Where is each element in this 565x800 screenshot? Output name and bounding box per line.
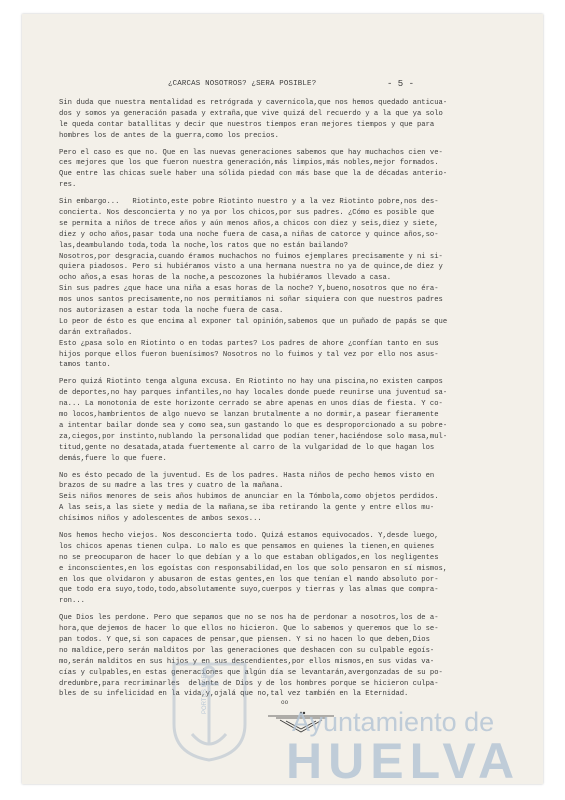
text-line: cías y culpables,en estas generaciones que algún día se levantarán,avergonzadas de su po- <box>59 668 443 677</box>
text-line: demás,fuere lo que fuere. <box>59 454 167 463</box>
text-line: Nosotros,por desgracia,cuando éramos muchachos no fuimos ejemplares precisamente y ni si- <box>59 252 443 261</box>
text-line: pan todos. Y que,si son capaces de pensar,que piensen. Y si no hacen lo que deben,Dios <box>59 635 430 644</box>
text-line: tamos tanto. <box>59 361 111 370</box>
text-line: hora,que dejemos de hacer lo que ellos no hicieron. Que lo sabemos y queremos que lo se- <box>59 625 439 634</box>
paragraph <box>59 98 511 142</box>
text-line: se permita a niños de trece años y aún menos años,a chicos con diez y seis,diez y siete, <box>59 219 439 228</box>
text-line: mos unos santos precisamente,no nos permitíamos ni soñar siquiera con que nuestros padres <box>59 296 443 305</box>
text-line: de deportes,no hay parques infantiles,no hay locales donde puede reunirse una juventud sa- <box>59 389 448 398</box>
text-line: chísimos niños y adolescentes de ambos sexos... <box>59 515 262 524</box>
text-line: Pero el caso es que no. Que en las nuevas generaciones sabemos que hay muchachos cien ve- <box>59 148 443 157</box>
paragraph <box>59 148 511 192</box>
text-line: en los que olvidaron y abusaron de estas gentes,en los que tenían el mando absoluto por- <box>59 575 439 584</box>
text-line: no maldice,pero serán malditos por las generaciones que deshacen con su culpable egoís- <box>59 646 435 655</box>
text-line: Esto ¿pasa solo en Riotinto o en todas partes? Los padres de ahore ¿confían tanto en sus <box>59 339 439 348</box>
paragraph <box>59 377 511 464</box>
text-line: no se preocuparon de hacer lo que debían y a lo que estaban obligados,en los negligentes <box>59 553 439 562</box>
text-line: res. <box>59 181 77 190</box>
text-line: concierta. Nos desconcierta y no ya por los chicos,por sus padres. ¿Cómo es posible que <box>59 209 435 218</box>
text-line: los chicos apenas tienen culpa. Lo malo es que pensamos en quienes la tienen,en quienes <box>59 542 435 551</box>
paragraph <box>59 613 511 700</box>
watermark-huelva: HUELVA <box>286 733 521 784</box>
anchor-shield-watermark-icon <box>162 654 257 764</box>
text-line: ocho años,a esas horas de la noche,a pescozones la hubiéramos llevado a casa. <box>59 274 392 283</box>
page-number: - 5 - <box>387 79 415 89</box>
text-line: a intentar bailar donde sea y como sea,sun gastando lo que es desproporcionado a su pobre- <box>59 421 448 430</box>
text-line: ron... <box>59 597 85 606</box>
text-line: mo,serán malditos en sus hijos y en sus descendientes,por ellos mismos,en sus vidas va- <box>59 657 435 666</box>
paragraph <box>59 197 511 371</box>
text-line: na... La monotonía de este horizonte cerrado se abre apenas en unos días de fiesta. Y co- <box>59 400 443 409</box>
paragraph <box>59 531 511 607</box>
document-title: ¿CARCAS NOSOTROS? ¿SERA POSIBLE? <box>168 80 317 88</box>
text-line: hijos porque ellos fueron buenísimos? Nosotros no lo fuimos y tal vez por ello nos asus- <box>59 350 439 359</box>
document-page <box>22 14 543 784</box>
text-line: que todo era suyo,todo,todo,absolutamente suyo,cuerpos y tierras y las almas que compra- <box>59 586 439 595</box>
text-line: Que Dios les perdone. Pero que sepamos que no se nos ha de perdonar a nosotros,los de a- <box>59 614 439 623</box>
text-line: las,deambulando toda,toda la noche,los ratos que no están bailando? <box>59 241 348 250</box>
text-line: Que entre las chicas suele haber una sólida piedad con más base que la de décadas anterio- <box>59 170 448 179</box>
text-line: ces mejores que los que fueron nuestra generación,más limpios,más nobles,mejor formados. <box>59 159 439 168</box>
text-line: mo locos,hambrientos de algo nuevo se lanzan brutalmente a no dormir,a pasear fieramente <box>59 411 439 420</box>
text-line: nos autorizasen a estar toda la noche fuera de casa. <box>59 307 284 316</box>
watermark-side-text: PORTUS MARIS <box>202 668 208 714</box>
text-line: brazos de su madre a las tres y cuatro de la mañana. <box>59 482 284 491</box>
watermark-ayuntamiento: Ayuntamiento de <box>292 707 495 737</box>
text-line: Sin embargo... Riotinto,este pobre Riotinto nuestro y a la vez Riotinto pobre,nos des- <box>59 198 439 207</box>
text-line: Nos hemos hecho viejos. Nos desconcierta todo. Quizá estamos equivocados. Y,desde luego, <box>59 531 439 540</box>
text-line: Seis niños menores de seis años hubimos de anunciar en la Tómbola,como objetos perdidos. <box>59 493 439 502</box>
text-line: le queda contar batallitas y decir que nuestros tiempos eran mejores tiempos y que para <box>59 120 435 129</box>
text-line: No es ésto pecado de la juventud. Es de los padres. Hasta niños de pecho hemos visto en <box>59 471 435 480</box>
text-line: Pero quizá Riotinto tenga alguna excusa. En Riotinto no hay una piscina,no existen campos <box>59 378 443 387</box>
text-line: diez y ocho años,pasar toda una noche fuera de casa,a niñas de catorce y quince años,so- <box>59 230 439 239</box>
text-line: quiera piadosos. Pero si hubiéramos visto a una hermana nuestra no ya de quince,de diez y <box>59 263 443 272</box>
text-line: e inconscientes,en los egoístas con responsabilidad,en los que solo pensaron en sí mismos, <box>59 564 448 573</box>
text-line: dos y somos ya generación pasada y extraña,que vive quizá del recuerdo y a la que ya solo <box>59 109 443 118</box>
text-line: Sin sus padres ¿que hace una niña a esas horas de la noche? Y,bueno,nosotros que no éra- <box>59 285 439 294</box>
text-line: hombres los de antes de la guerra,como los precios. <box>59 131 279 140</box>
ornament-text: oo <box>281 699 289 706</box>
text-line: titud,gente no desatada,atada fuertemente al carro de la vulgaridad de lo que hagan los <box>59 443 435 452</box>
text-line: za,ciegos,por instinto,nublando la personalidad que podían tener,haciéndose solo masa,mul- <box>59 432 448 441</box>
document-body <box>59 98 511 700</box>
text-line: Lo peor de ésto es que encima al exponer tal opinión,sabemos que un puñado de papás se que <box>59 317 448 326</box>
text-line: bles de su infelicidad en la vida,y,ojalá que no,tal vez también en la Eternidad. <box>59 690 409 699</box>
text-line: A las seis,a las siete y media de la mañana,se iba retirando la gente y entre ellos mu- <box>59 504 435 513</box>
text-line: dredumbre,para recriminarles delante de Dios y de los hombres porque se hicieron culpa- <box>59 679 439 688</box>
text-line: Sin duda que nuestra mentalidad es retrógrada y cavernícola,que nos hemos quedado anticua- <box>59 99 448 107</box>
text-line: darán extrañados. <box>59 328 133 337</box>
paragraph <box>59 471 511 525</box>
